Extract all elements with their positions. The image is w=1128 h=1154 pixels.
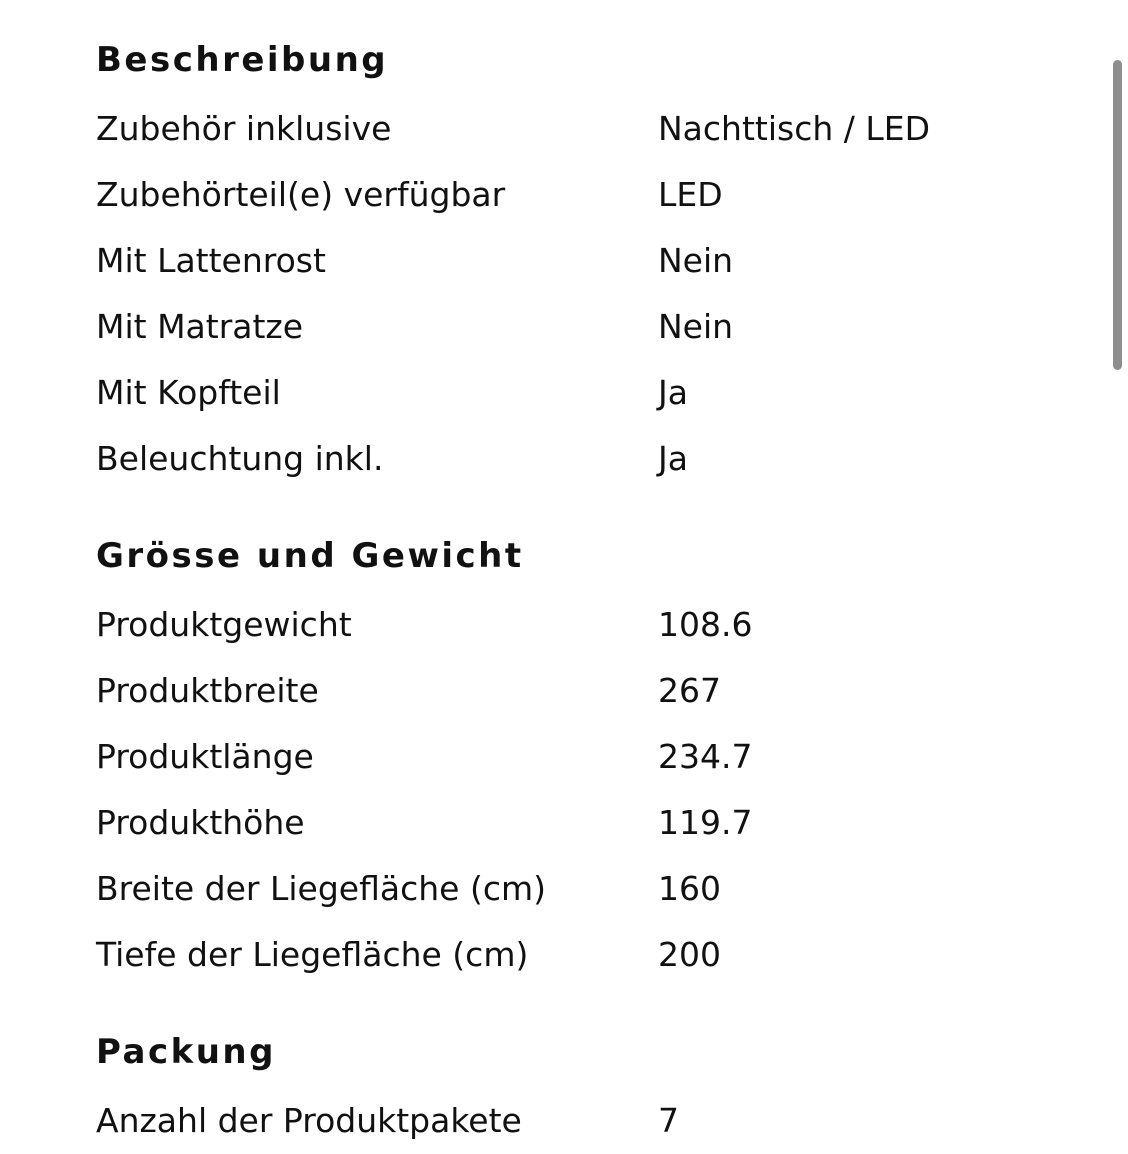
spec-label: Zubehör inklusive	[96, 109, 392, 148]
spec-row	[96, 426, 930, 492]
spec-list	[96, 96, 930, 492]
spec-label: Produkthöhe	[96, 803, 305, 842]
spec-label: Produktbreite	[96, 671, 319, 710]
spec-row	[96, 592, 752, 658]
spec-row	[96, 1088, 679, 1154]
section-title: Packung	[96, 1032, 276, 1072]
spec-value: Ja	[658, 439, 688, 478]
spec-value: LED	[658, 175, 723, 214]
spec-value: Nein	[658, 241, 734, 280]
spec-value: 267	[658, 671, 721, 710]
spec-value: 7	[658, 1101, 679, 1140]
spec-value: 119.7	[658, 803, 753, 842]
spec-row	[96, 360, 930, 426]
spec-label: Tiefe der Liegefläche (cm)	[96, 935, 529, 974]
spec-row	[96, 162, 930, 228]
spec-label: Mit Lattenrost	[96, 241, 326, 280]
spec-value: 108.6	[658, 605, 753, 644]
spec-label: Anzahl der Produktpakete	[96, 1101, 522, 1140]
spec-list	[96, 592, 752, 988]
spec-label: Produktgewicht	[96, 605, 352, 644]
spec-label: Mit Matratze	[96, 307, 304, 346]
spec-value: Nachttisch / LED	[658, 109, 931, 148]
spec-value: Nein	[658, 307, 734, 346]
spec-value: 160	[658, 869, 721, 908]
scrollbar-thumb[interactable]	[1113, 60, 1122, 370]
spec-row	[96, 294, 930, 360]
spec-label: Produktlänge	[96, 737, 314, 776]
spec-row	[96, 922, 752, 988]
section-title: Beschreibung	[96, 40, 389, 80]
spec-label: Beleuchtung inkl.	[96, 439, 384, 478]
spec-row	[96, 658, 752, 724]
spec-list	[96, 1088, 679, 1154]
spec-label: Mit Kopfteil	[96, 373, 281, 412]
section-title: Grösse und Gewicht	[96, 536, 524, 576]
spec-row	[96, 96, 930, 162]
spec-label: Breite der Liegefläche (cm)	[96, 869, 546, 908]
spec-value: 200	[658, 935, 721, 974]
spec-row	[96, 856, 752, 922]
spec-row	[96, 228, 930, 294]
section-beschreibung	[96, 36, 930, 492]
spec-row	[96, 790, 752, 856]
section-packung	[96, 1028, 679, 1154]
spec-value: 234.7	[658, 737, 753, 776]
spec-value: Ja	[658, 373, 688, 412]
section-groesse-und-gewicht	[96, 532, 752, 988]
spec-row	[96, 724, 752, 790]
spec-label: Zubehörteil(e) verfügbar	[96, 175, 506, 214]
